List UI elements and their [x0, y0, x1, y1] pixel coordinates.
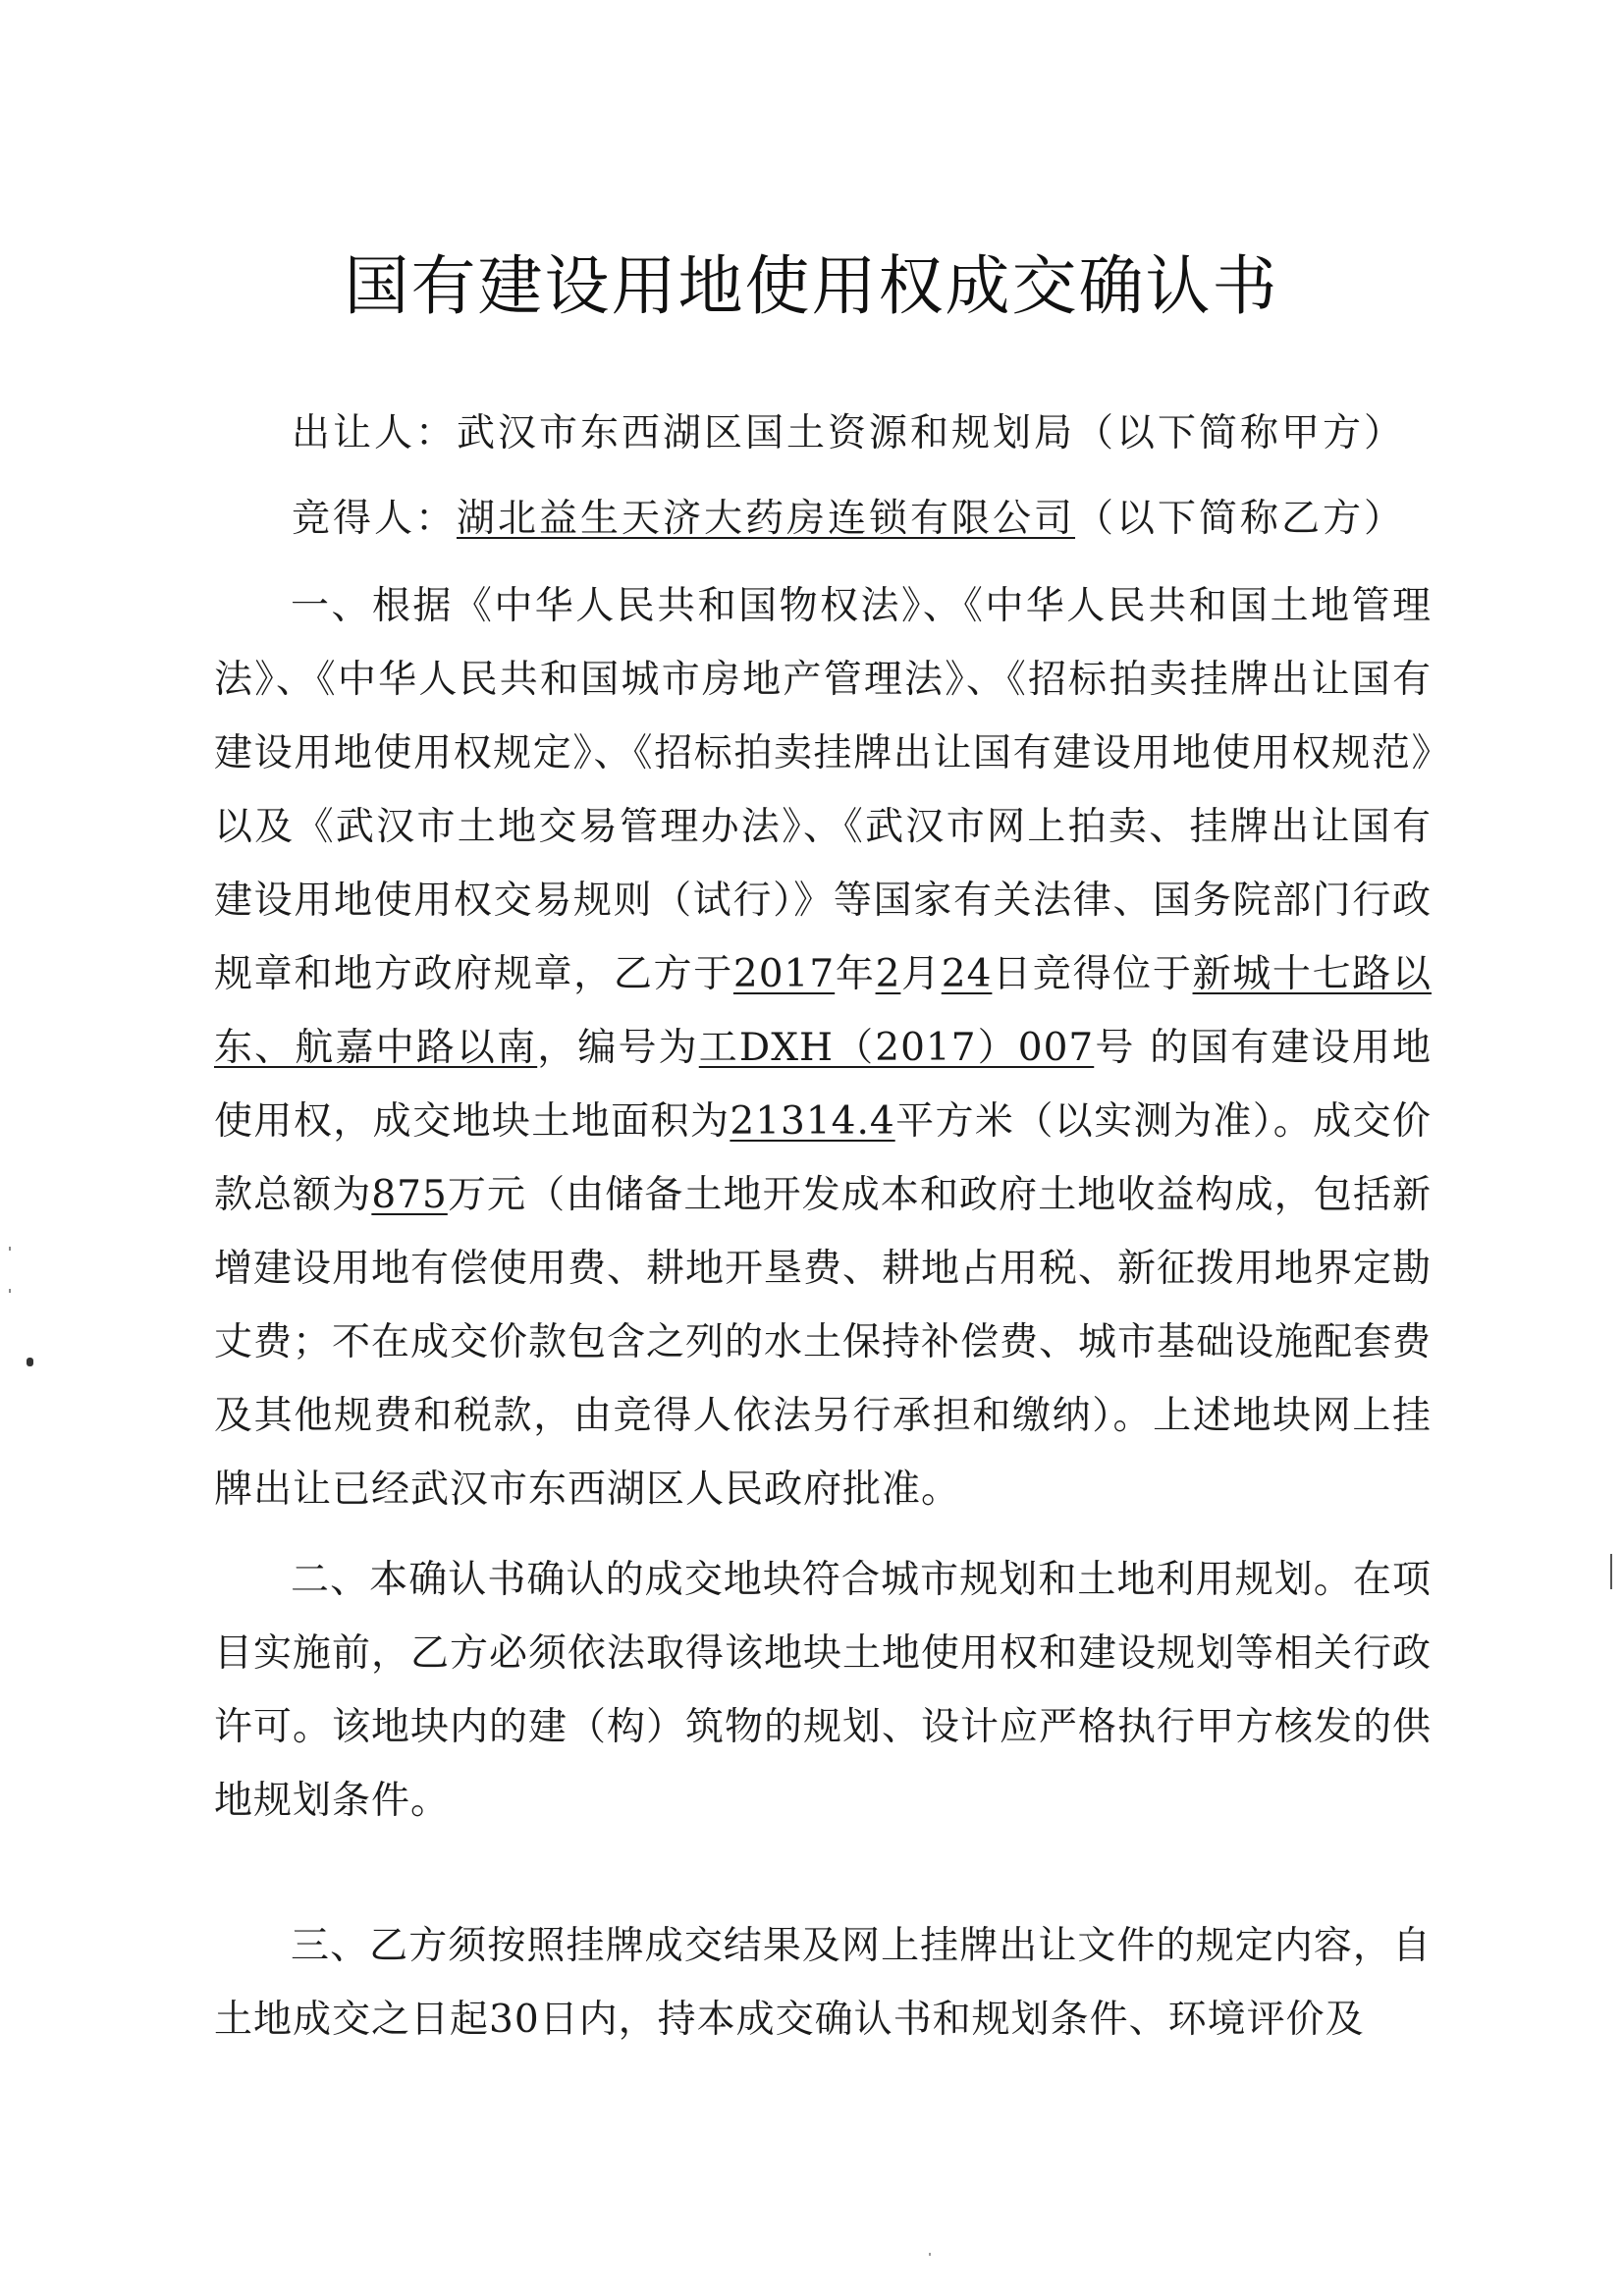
scan-speck [27, 1358, 33, 1366]
section-1-text-e: 万元（由储备土地开发成本和政府土地收益构成，包括新增建设用地有偿使用费、耕地开垦费、耕地占用税、新征拨用地界定勘丈费；不在成交价款包含之列的水土保持补偿费、城市基础设施配套费及其他规费和税款，由竞得人依法另行承担和缴纳）。上述地块网上挂牌出让已经武汉市东西湖区人民政府批准。 [214, 1173, 1433, 1512]
grantor-line [292, 402, 1405, 457]
scan-speck [929, 2253, 931, 2256]
parcel-location: 新城十七路以东、航嘉中路以南 [214, 952, 1432, 1070]
grantor-suffix: （以下简称甲方） [1075, 411, 1406, 455]
section-1-paragraph [214, 569, 1432, 1526]
parcel-number: 工DXH（2017）007 [698, 1026, 1095, 1070]
section-2-paragraph: 二、本确认书确认的成交地块符合城市规划和土地利用规划。在项目实施前，乙方必须依法取得该地块土地使用权和建设规划等相关行政许可。该地块内的建（构）筑物的规划、设计应严格执行甲方核发的供地规划条件。 [214, 1558, 1433, 1823]
deal-month: 2 [875, 952, 901, 996]
document-title: 国有建设用地使用权成交确认书 [344, 248, 1279, 324]
deal-day-unit: 日竞得位于 [992, 952, 1193, 996]
grantor-label: 出让人： [292, 411, 458, 455]
parcel-area: 21314.4 [730, 1099, 895, 1144]
deal-day: 24 [941, 952, 993, 996]
bidder-name: 湖北益生天济大药房连锁有限公司 [457, 497, 1076, 541]
section-1-text-c: 号 的国有建设用地使用权，成交地块土地面积为 [214, 1026, 1432, 1144]
bidder-suffix: （以下简称乙方） [1075, 497, 1406, 541]
section-1-text-d: 平方米（以实测为准）。成交价款总额为 [214, 1099, 1432, 1217]
deal-year: 2017 [732, 952, 836, 996]
section-1-text-a: 一、根据《中华人民共和国物权法》、《中华人民共和国土地管理法》、《中华人民共和国城市房地产管理法》、《招标拍卖挂牌出让国有建设用地使用权规定》、《招标拍卖挂牌出让国有建设用地使用权规范》以及《武汉市土地交易管理办法》、《武汉市网上拍卖、挂牌出让国有建设用地使用权交易规则（试行）》等国家有关法律、国务院部门行政规章和地方政府规章，乙方于 [214, 584, 1432, 996]
scan-speck [1610, 1554, 1612, 1589]
bidder-line [292, 488, 1405, 543]
scan-speck [9, 1247, 11, 1251]
bidder-label: 竞得人： [292, 497, 458, 541]
scan-speck [9, 1289, 11, 1293]
deal-month-unit: 月 [900, 952, 942, 996]
section-1-text-b: ，编号为 [537, 1026, 699, 1070]
deal-year-unit: 年 [835, 952, 876, 996]
section-3-paragraph: 三、乙方须按照挂牌成交结果及网上挂牌出让文件的规定内容，自土地成交之日起30日内，持本成交确认书和规划条件、环境评价及 [214, 1924, 1432, 2042]
grantor-name: 武汉市东西湖区国土资源和规划局 [457, 411, 1076, 455]
deal-price: 875 [371, 1173, 448, 1217]
